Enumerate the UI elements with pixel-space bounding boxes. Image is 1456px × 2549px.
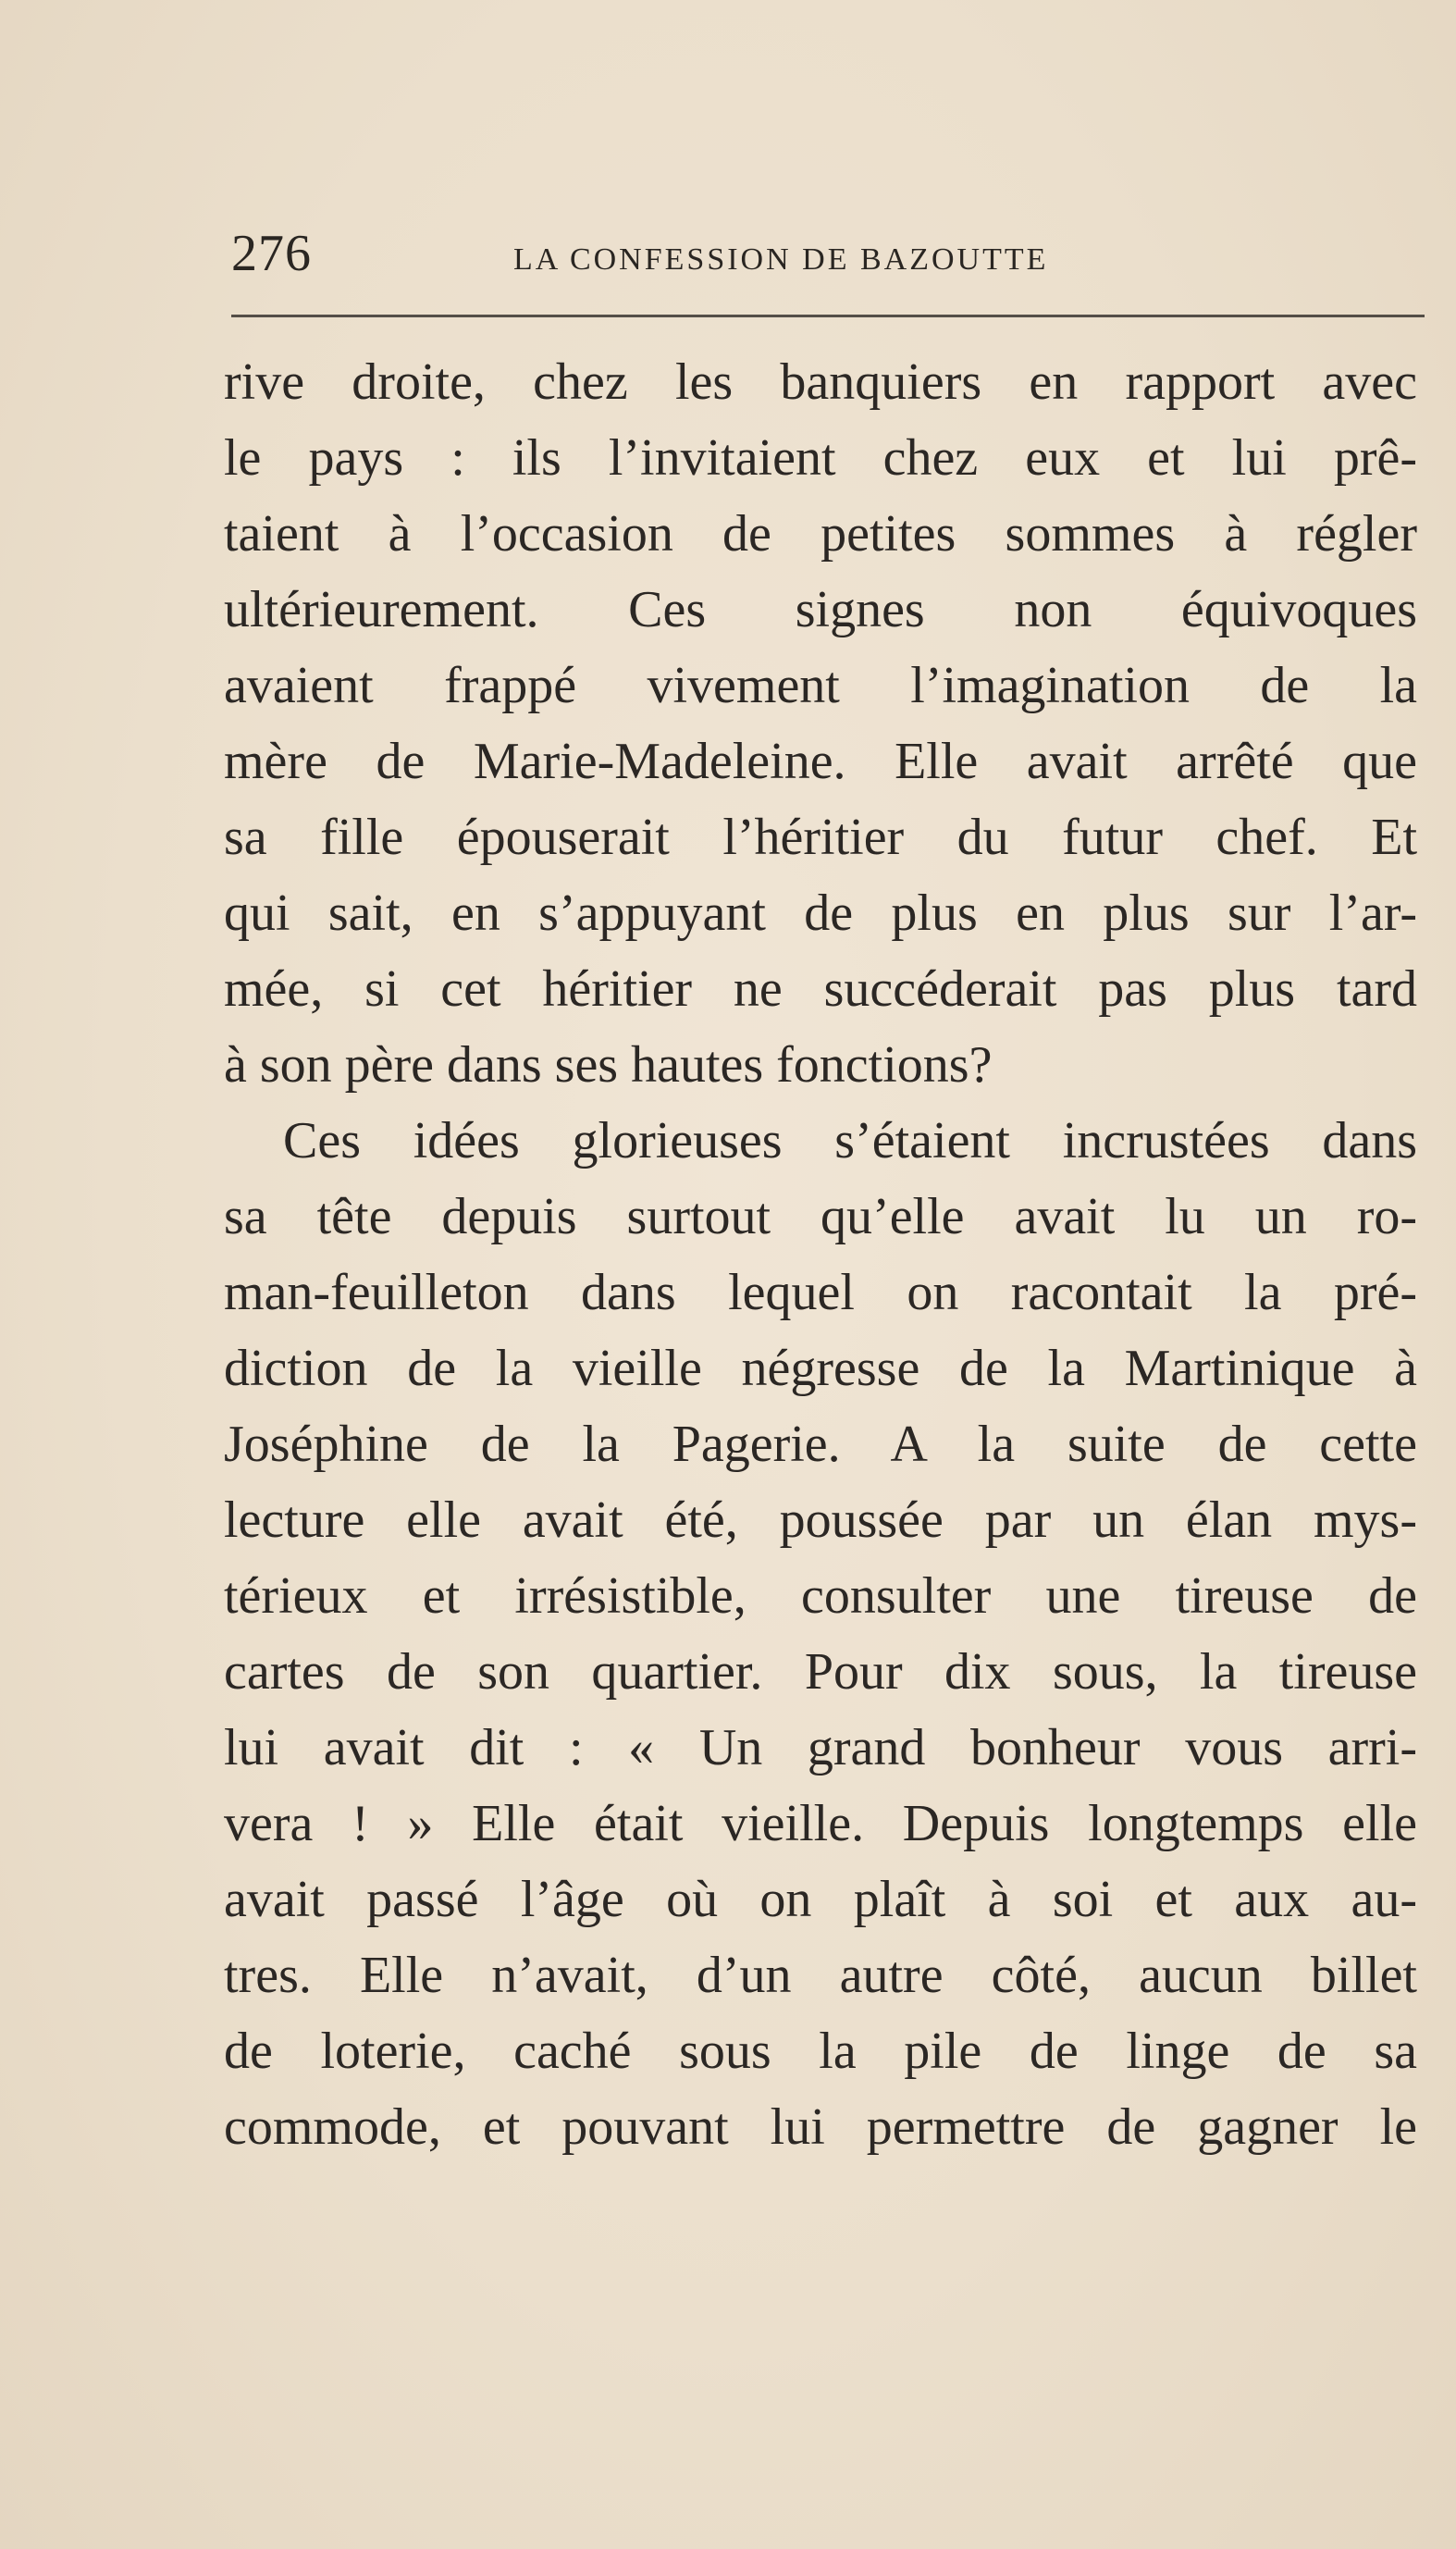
text-line: sa tête depuis surtout qu’elle avait lu un ro- (224, 1188, 1417, 1245)
text-line: avait passé l’âge où on plaît à soi et aux au- (224, 1871, 1417, 1928)
page-header (231, 222, 1415, 287)
text-line: vera ! » Elle était vieille. Depuis longtemps elle (224, 1795, 1417, 1852)
text-line: cartes de son quartier. Pour dix sous, la tireuse (224, 1643, 1417, 1701)
page-number: 276 (231, 225, 312, 282)
text-line: ultérieurement. Ces signes non équivoques (224, 581, 1417, 638)
text-line: térieux et irrésistible, consulter une tireuse de (224, 1567, 1417, 1625)
text-line: Joséphine de la Pagerie. A la suite de cette (224, 1416, 1417, 1473)
text-line: commode, et pouvant lui permettre de gagner le (224, 2098, 1417, 2156)
text-line: diction de la vieille négresse de la Martinique à (224, 1340, 1417, 1397)
text-line: qui sait, en s’appuyant de plus en plus sur l’ar- (224, 885, 1417, 942)
text-line: lui avait dit : « Un grand bonheur vous arri- (224, 1719, 1417, 1776)
text-line: Ces idées glorieuses s’étaient incrustées dans (283, 1112, 1417, 1169)
text-line: le pays : ils l’invitaient chez eux et lui prê- (224, 429, 1417, 487)
header-rule (231, 315, 1425, 317)
text-line: rive droite, chez les banquiers en rapport avec (224, 353, 1417, 411)
text-line: sa fille épouserait l’héritier du futur chef. Et (224, 809, 1417, 866)
text-line: man-feuilleton dans lequel on racontait la pré- (224, 1264, 1417, 1321)
text-line: à son père dans ses hautes fonctions? (224, 1036, 993, 1094)
text-line: de loterie, caché sous la pile de linge de sa (224, 2023, 1417, 2080)
text-line: avaient frappé vivement l’imagination de la (224, 657, 1417, 714)
text-line: mère de Marie-Madeleine. Elle avait arrêté que (224, 733, 1417, 790)
text-line: tres. Elle n’avait, d’un autre côté, aucun billet (224, 1947, 1417, 2004)
text-line: mée, si cet héritier ne succéderait pas plus tard (224, 960, 1417, 1018)
running-title: LA CONFESSION DE BAZOUTTE (513, 242, 1049, 277)
body-text (224, 344, 1417, 2165)
text-line: lecture elle avait été, poussée par un élan mys- (224, 1491, 1417, 1549)
text-line: taient à l’occasion de petites sommes à régler (224, 505, 1417, 563)
